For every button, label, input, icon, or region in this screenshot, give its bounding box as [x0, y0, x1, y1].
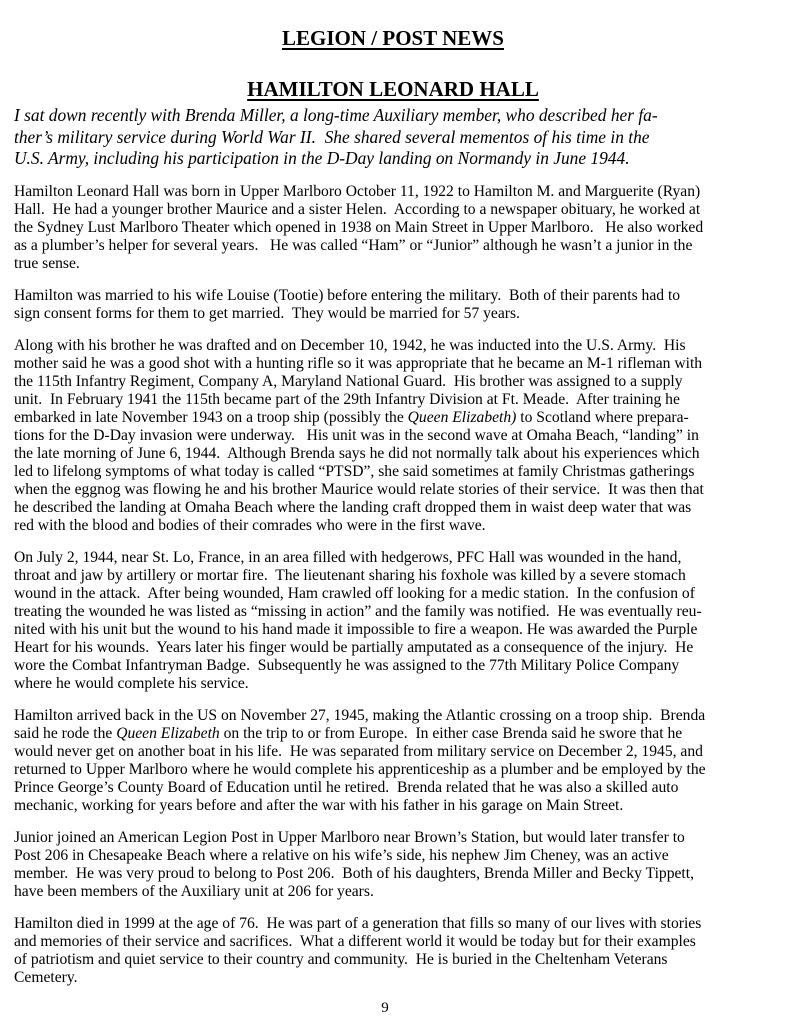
text-line: he described the landing at Omaha Beach where the landing craft dropped them in waist deep water that was: [14, 499, 692, 517]
text-line: throat and jaw by artillery or mortar fire. The lieutenant sharing his foxhole was killed by a severe stomach: [14, 567, 686, 585]
text-line: tions for the D-Day invasion were underway. His unit was in the second wave at Omaha Beach, “landing” in: [14, 427, 699, 445]
text-line: would never get on another boat in his life. He was separated from military service on December 2, 1945, and: [14, 743, 703, 761]
text-line: Along with his brother he was drafted and on December 10, 1942, he was inducted into the U.S. Army. His: [14, 337, 686, 355]
text-line: Hamilton died in 1999 at the age of 76. He was part of a generation that fills so many of our lives with stories: [14, 915, 702, 933]
text-line: said he rode the Queen Elizabeth on the trip to or from Europe. In either case Brenda said he swore that he: [14, 725, 683, 743]
text-line: as a plumber’s helper for several years. He was called “Ham” or “Junior” although he wasn’t a junior in the: [14, 237, 693, 255]
text-line: Cemetery.: [14, 969, 78, 987]
article-paragraph: [14, 549, 772, 693]
article-paragraph: [14, 829, 772, 901]
text-line: returned to Upper Marlboro where he would complete his apprenticeship as a plumber and be employed by the: [14, 761, 706, 779]
text-line: I sat down recently with Brenda Miller, a long-time Auxiliary member, who described her fa-: [14, 105, 658, 125]
page-number: 9: [381, 1000, 389, 1016]
text-line: treating the wounded he was listed as “missing in action” and the family was notified. He was eventually reu-: [14, 603, 702, 621]
article-paragraph: [14, 915, 772, 987]
text-line: member. He was very proud to belong to Post 206. Both of his daughters, Brenda Miller and Becky Tippett,: [14, 865, 694, 883]
text-line: Post 206 in Chesapeake Beach where a relative on his wife’s side, his nephew Jim Cheney, was an active: [14, 847, 669, 865]
text-line: Junior joined an American Legion Post in Upper Marlboro near Brown’s Station, but would later transfer to: [14, 829, 685, 847]
article-paragraph: [14, 183, 772, 273]
text-line: wore the Combat Infantryman Badge. Subsequently he was assigned to the 77th Military Police Company: [14, 657, 680, 675]
section-heading: LEGION / POST NEWS: [282, 26, 504, 50]
text-line: Hamilton arrived back in the US on November 27, 1945, making the Atlantic crossing on a troop ship. Brenda: [14, 707, 706, 725]
text-line: the 115th Infantry Regiment, Company A, Maryland National Guard. His brother was assigned to a supply: [14, 373, 683, 391]
text-line: mechanic, working for years before and after the war with his father in his garage on Main Street.: [14, 797, 624, 815]
article-paragraph: [14, 707, 772, 815]
text-line: Heart for his wounds. Years later his finger would be partially amputated as a consequence of the injury. He: [14, 639, 694, 657]
text-line: when the eggnog was flowing he and his brother Maurice would relate stories of their service. It was then that: [14, 481, 704, 499]
text-line: true sense.: [14, 255, 80, 273]
text-line: unit. In February 1941 the 115th became part of the 29th Infantry Division at Ft. Meade. After training he: [14, 391, 680, 409]
text-line: and memories of their service and sacrifices. What a different world it would be today but for their examples: [14, 933, 696, 951]
text-line: embarked in late November 1943 on a troop ship (possibly the Queen Elizabeth) to Scotland where prepara-: [14, 409, 689, 427]
article-paragraph: [14, 287, 772, 323]
text-line: ther’s military service during World War II. She shared several mementos of his time in the: [14, 126, 650, 147]
article-title: HAMILTON LEONARD HALL: [247, 77, 539, 101]
text-line: of patriotism and quiet service to their country and community. He is buried in the Cheltenham Veterans: [14, 951, 668, 969]
article-intro: [14, 105, 772, 170]
article-paragraph: [14, 337, 772, 535]
text-line: Hamilton Leonard Hall was born in Upper Marlboro October 11, 1922 to Hamilton M. and Marguerite (Ryan): [14, 183, 701, 201]
text-line: sign consent forms for them to get married. They would be married for 57 years.: [14, 305, 520, 323]
text-line: led to lifelong symptoms of what today is called “PTSD”, she said sometimes at family Christmas gatherings: [14, 463, 695, 481]
text-line: Hamilton was married to his wife Louise (Tootie) before entering the military. Both of their parents had to: [14, 287, 681, 305]
text-line: mother said he was a good shot with a hunting rifle so it was appropriate that he became an M-1 rifleman with: [14, 355, 703, 373]
text-line: the late morning of June 6, 1944. Although Brenda says he did not normally talk about his experiences which: [14, 445, 700, 463]
text-line: Prince George’s County Board of Education until he retired. Brenda related that he was also a skilled auto: [14, 779, 679, 797]
text-line: the Sydney Lust Marlboro Theater which opened in 1938 on Main Street in Upper Marlboro. He also worked: [14, 219, 704, 237]
text-line: red with the blood and bodies of their comrades who were in the first wave.: [14, 517, 486, 535]
text-line: U.S. Army, including his participation in the D-Day landing on Normandy in June 1944.: [14, 148, 630, 169]
text-line: nited with his unit but the wound to his hand made it impossible to fire a weapon. He was awarded the Purple: [14, 621, 698, 639]
text-line: Hall. He had a younger brother Maurice and a sister Helen. According to a newspaper obituary, he worked at: [14, 201, 701, 219]
text-line: wound in the attack. After being wounded, Ham crawled off looking for a medic station. In the confusion of: [14, 585, 695, 603]
text-line: where he would complete his service.: [14, 675, 249, 693]
text-line: have been members of the Auxiliary unit at 206 for years.: [14, 883, 374, 901]
text-line: On July 2, 1944, near St. Lo, France, in an area filled with hedgerows, PFC Hall was wounded in the hand,: [14, 549, 682, 567]
